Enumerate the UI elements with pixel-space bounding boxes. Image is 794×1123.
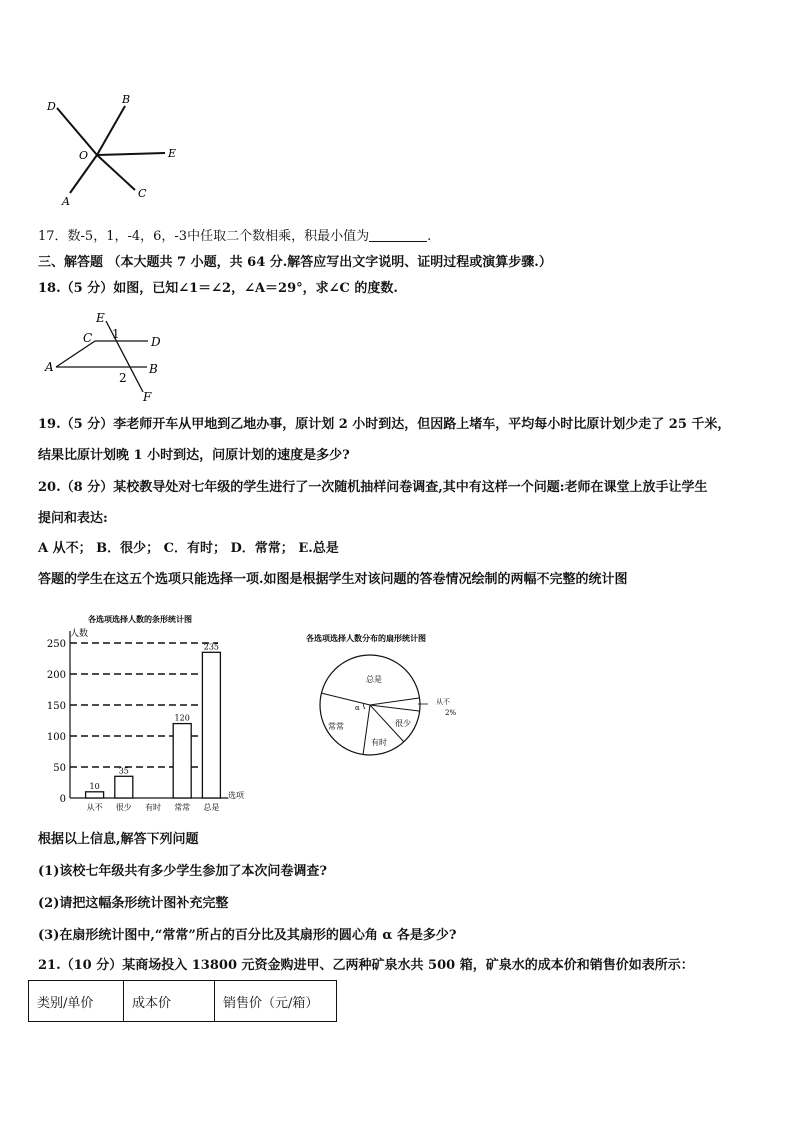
label-a: A [45, 360, 54, 374]
bar [173, 724, 191, 798]
pie-label-seldom: 很少 [395, 719, 411, 728]
pie-chart-title: 各选项选择人数分布的扇形统计图 [306, 633, 426, 643]
question-17-text: 17．数-5，1，-4，6，-3中任取二个数相乘，积最小值为 [38, 229, 370, 244]
price-table [28, 980, 337, 1022]
label-e: E [96, 311, 105, 325]
pie-label-sometimes: 有时 [371, 738, 387, 747]
question-20-sub-1: (1)该校七年级共有多少学生参加了本次问卷调查? [38, 864, 327, 879]
question-20-line-3: 答题的学生在这五个选项只能选择一项.如图是根据学生对该问题的答卷情况绘制的两幅不完整的统计图 [38, 572, 628, 587]
label-b: B [149, 362, 158, 376]
question-20-after: 根据以上信息,解答下列问题 [38, 832, 199, 847]
ray-ob [97, 106, 125, 155]
bar-value-label: 120 [174, 713, 190, 723]
bar-chart-ylabel: 人数 [70, 629, 89, 639]
table-row [29, 981, 337, 1022]
label-f: F [143, 390, 152, 404]
label-d: D [47, 100, 56, 113]
x-tick-label: 有时 [145, 803, 161, 812]
label-angle-1: 1 [112, 327, 120, 341]
pie-label-never-percent: 2% [445, 709, 457, 717]
x-tick-label: 总是 [203, 803, 220, 812]
bar [115, 776, 133, 798]
bar-value-label: 10 [89, 781, 100, 791]
pie-boundary-1 [321, 693, 370, 705]
figure-16-angles [40, 90, 200, 215]
ray-oe [97, 153, 165, 155]
pie-label-always: 总是 [366, 675, 382, 684]
question-19-line-1: 19.（5 分）李老师开车从甲地到乙地办事，原计划 2 小时到达，但因路上堵车，平均每小时比原计划少走了 25 千米， [38, 417, 731, 432]
pie-label-alpha: α [355, 704, 360, 712]
y-tick-label: 100 [46, 732, 66, 743]
pie-boundary-5 [363, 705, 370, 755]
bar-value-label: 235 [203, 642, 220, 652]
question-19-line-2: 结果比原计划晚 1 小时到达，问原计划的速度是多少? [38, 448, 350, 463]
y-tick-label: 250 [46, 639, 66, 650]
ray-od [57, 108, 97, 155]
answer-blank[interactable] [369, 228, 427, 242]
question-18: 18.（5 分）如图，已知∠1＝∠2，∠A＝29°，求∠C 的度数. [38, 281, 398, 296]
bar-chart [38, 608, 253, 813]
label-o: O [79, 149, 89, 162]
ray-oc [97, 155, 135, 190]
label-c: C [138, 187, 147, 200]
pie-boundary-3 [370, 705, 419, 711]
bar [202, 652, 220, 798]
question-20-options: A 从不； B．很少； C．有时； D．常常； E.总是 [38, 541, 339, 556]
bar-value-label: 35 [118, 766, 129, 776]
label-angle-2: 2 [119, 371, 127, 385]
label-a: A [62, 195, 70, 208]
pie-label-often: 常常 [328, 722, 344, 731]
label-e: E [168, 147, 177, 160]
table-header-cost: 成本价 [124, 981, 215, 1022]
x-tick-label: 很少 [115, 803, 132, 812]
x-tick-label: 从不 [86, 803, 103, 812]
pie-chart [300, 625, 470, 765]
label-b: B [122, 93, 131, 106]
table-header-sale: 销售价（元/箱） [215, 981, 337, 1022]
bar-chart-title: 各选项选择人数的条形统计图 [88, 614, 192, 624]
question-20-line-2: 提问和表达: [38, 511, 108, 526]
section-3-heading: 三、解答题 （本大题共 7 小题，共 64 分.解答应写出文字说明、证明过程或演算步骤.） [38, 255, 552, 270]
y-tick-label: 150 [46, 701, 66, 712]
question-20-line-1: 20.（8 分）某校教导处对七年级的学生进行了一次随机抽样问卷调查,其中有这样一个问题:老师在课堂上放手让学生 [38, 480, 708, 495]
bar-chart-xlabel: 选项 [228, 791, 244, 800]
y-tick-label: 0 [59, 794, 66, 805]
label-d: D [151, 335, 161, 349]
label-c: C [83, 331, 93, 345]
question-17-end: . [427, 229, 432, 244]
pie-label-never: 从不 [436, 698, 450, 706]
question-20-sub-2: (2)请把这幅条形统计图补充完整 [38, 896, 229, 911]
bar [86, 792, 104, 798]
x-tick-label: 常常 [174, 803, 191, 812]
question-17 [38, 228, 431, 246]
question-20-sub-3: (3)在扇形统计图中,“常常”所占的百分比及其扇形的圆心角 α 各是多少? [38, 928, 457, 943]
pie-boundary-2 [370, 698, 419, 705]
y-tick-label: 200 [46, 670, 66, 681]
question-21: 21.（10 分）某商场投入 13800 元资金购进甲、乙两种矿泉水共 500 箱，矿泉水的成本价和销售价如表所示： [38, 958, 694, 973]
figure-18-parallel-lines [40, 306, 180, 406]
table-header-category: 类别/单价 [29, 981, 124, 1022]
y-tick-label: 50 [53, 763, 66, 774]
